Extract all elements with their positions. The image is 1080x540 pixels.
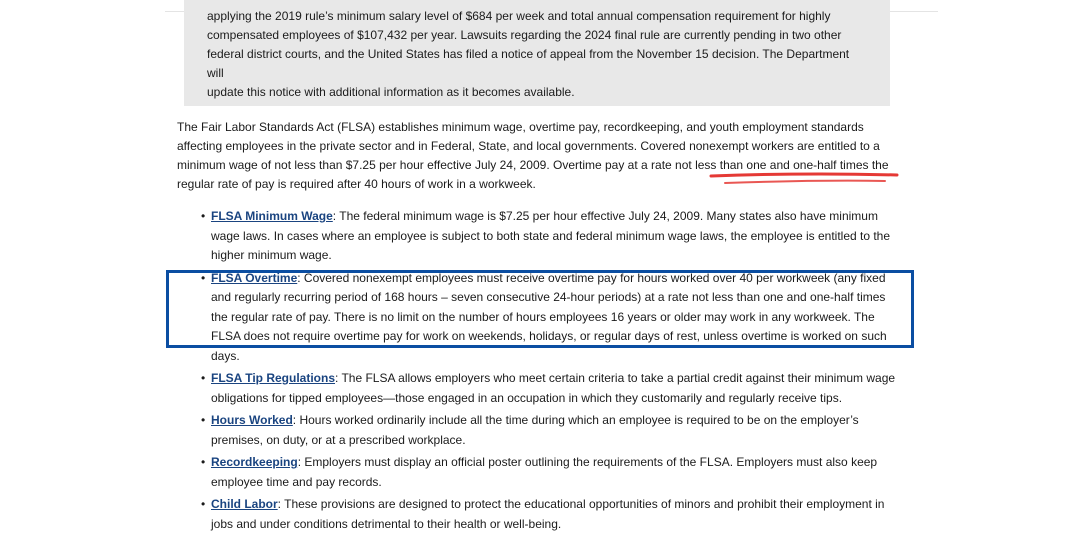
red-underline-annotation [705,172,905,188]
bullet-icon: • [201,455,206,469]
list-item [177,369,897,408]
bullet-icon: • [201,371,206,385]
item-description: : Covered nonexempt employees must receive overtime pay for hours worked over 40 per workweek (any fixed and regularly recurring period of 168 hours – seven consecutive 24-hour periods) at a rate not less than one and one-half times the regular rate of pay. There is no limit on the number of hours employees 16 years or older may work in any workweek. The FLSA does not require overtime pay for work on weekends, holidays, or regular days of rest, unless overtime is worked on such days. [211,270,887,363]
list-item [177,495,897,534]
link-flsa-tip-regulations[interactable]: FLSA Tip Regulations [211,371,336,385]
item-description: : The FLSA allows employers who meet certain criteria to take a partial credit against their minimum wage obligations for tipped employees—those engaged in an occupation in which they customarily and regularly receive tips. [211,371,896,405]
item-description: : The federal minimum wage is $7.25 per hour effective July 24, 2009. Many states also have minimum wage laws. In cases where an employee is subject to both state and federal minimum wage laws, the employee is entitled to the higher minimum wage. [211,209,891,262]
item-description: : Employers must display an official poster outlining the requirements of the FLSA. Employers must also keep employee time and pay records. [211,455,878,489]
link-flsa-overtime[interactable]: FLSA Overtime [211,270,298,285]
list-item [177,269,897,367]
item-description: : Hours worked ordinarily include all the time during which an employee is required to be on the employer’s premises, on duty, or at a prescribed workplace. [211,413,859,447]
list-item [177,207,897,266]
link-hours-worked[interactable]: Hours Worked [211,413,293,427]
notice-line: applying the 2019 rule’s minimum salary level of $684 per week and total annual compensation requirement for highly [207,9,831,23]
bullet-icon: • [201,209,206,223]
topic-list [177,207,897,537]
list-item [177,411,897,450]
list-item [177,453,897,492]
notice-line: federal district courts, and the United States has filed a notice of appeal from the November 15 decision. The Department will [207,47,850,80]
link-flsa-minimum-wage[interactable]: FLSA Minimum Wage [211,209,333,223]
link-recordkeeping[interactable]: Recordkeeping [211,455,298,469]
intro-paragraph: The Fair Labor Standards Act (FLSA) establishes minimum wage, overtime pay, recordkeeping, and youth employment standards affecting employees in the private sector and in Federal, State, and local governments. Covered nonexempt workers are entitled to a minimum wage of not less than $7.25 per hour effective July 24, 2009. Overtime pay at a rate not less than one and one-half times the regular rate of pay is required after 40 hours of work in a workweek. [177,120,889,191]
item-description: : These provisions are designed to protect the educational opportunities of minors and prohibit their employment in jobs and under conditions detrimental to their health or well-being. [211,497,885,531]
link-child-labor[interactable]: Child Labor [211,497,278,511]
bullet-icon: • [201,270,206,285]
notice-line: compensated employees of $107,432 per year. Lawsuits regarding the 2024 final rule are currently pending in two other [207,28,842,42]
bullet-icon: • [201,497,206,511]
notice-box [184,0,890,106]
notice-line: update this notice with additional information as it becomes available. [207,85,575,99]
bullet-icon: • [201,413,206,427]
